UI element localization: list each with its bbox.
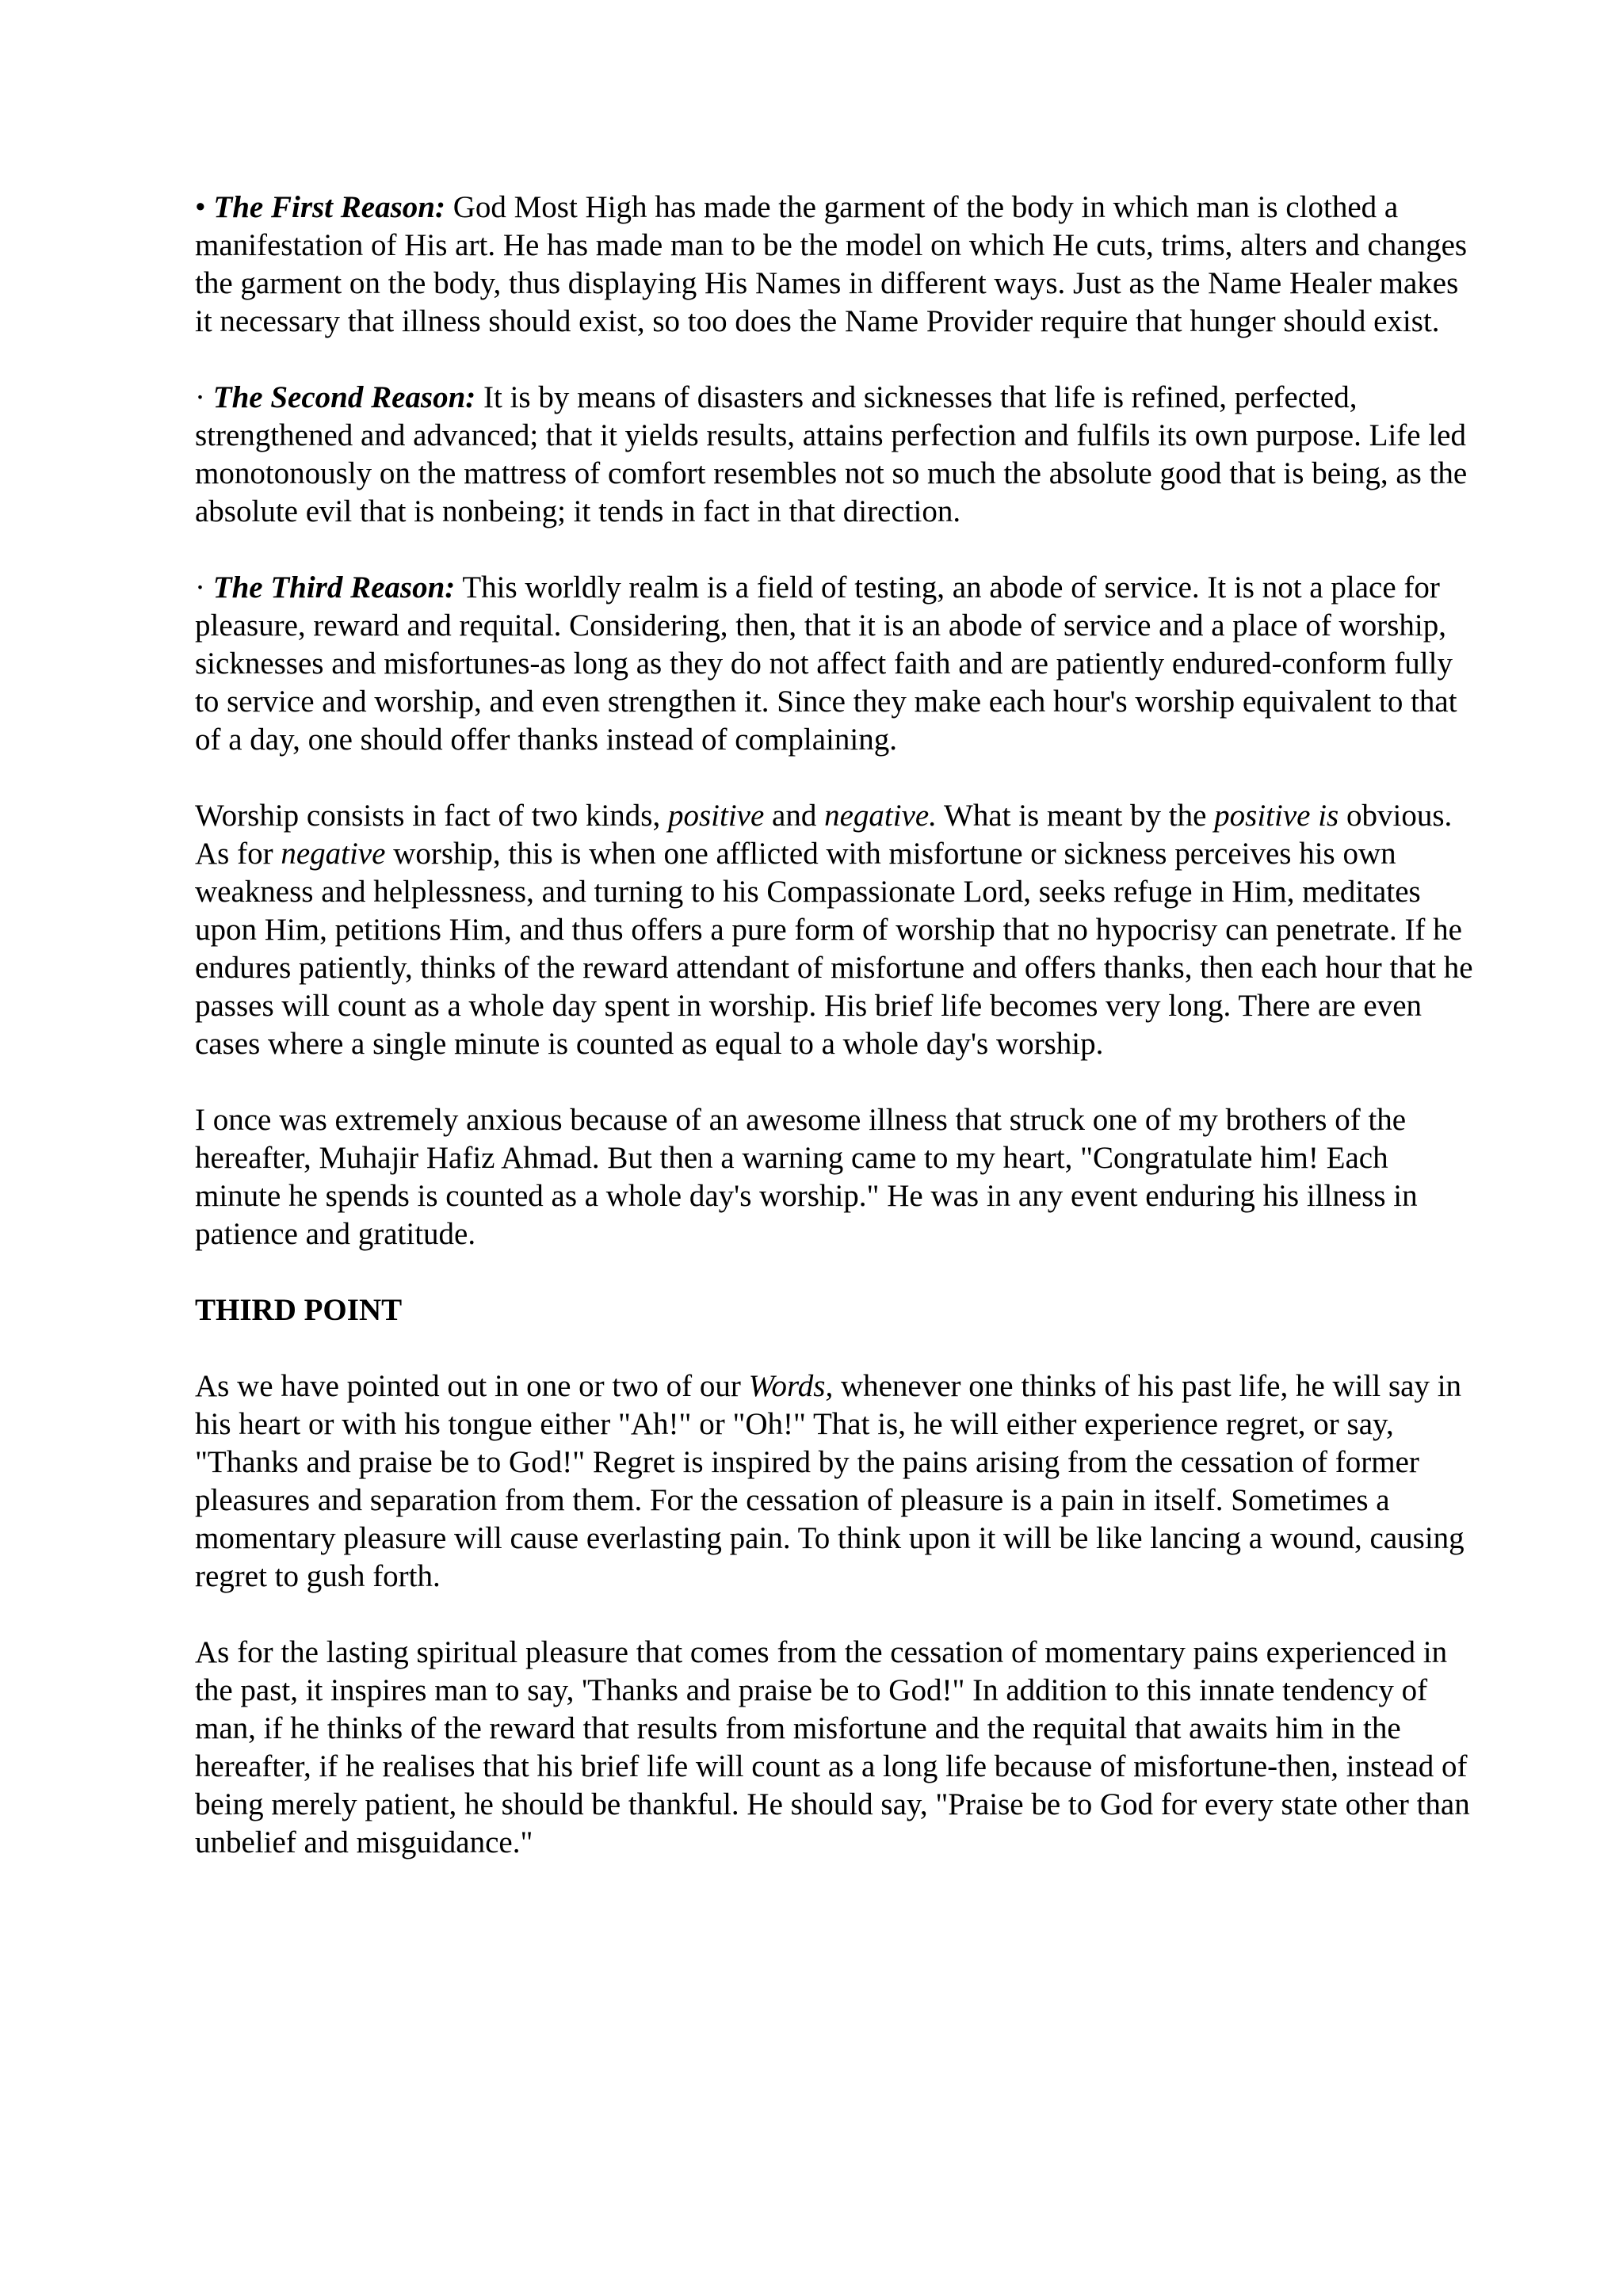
anecdote-paragraph: I once was extremely anxious because of an awesome illness that struck one of my brothers of the hereafter, Muhajir Hafiz Ahmad. But then a warning came to my heart, "Congratulate him! Each minute he spends is counted as a whole day's worship." He was in any event enduring his illness in patience and gratitude. bbox=[195, 1103, 1418, 1251]
second-reason-text: It is by means of disasters and sicknesses that life is refined, perfected, strengthened and advanced; that it yields results, attains perfection and fulfils its own purpose. Life led monotonously on the mattress of comfort resembles not so much the absolute good that is being, as the absolute evil that is nonbeing; it tends in fact in that direction. bbox=[195, 380, 1468, 528]
first-reason-label: The First Reason: bbox=[213, 190, 445, 224]
text-run: and bbox=[764, 799, 825, 833]
text-run: obvious. As for bbox=[195, 799, 1453, 871]
closing-paragraph: As for the lasting spiritual pleasure that comes from the cessation of momentary pains experienced in the past, it inspires man to say, 'Thanks and praise be to God!" In addition to this innate tendency of man, if he thinks of the reward that results from misfortune and the requital that awaits him in the hereafter, if he realises that his brief life will count as a long life because of misfortune-then, instead of being merely patient, he should be thankful. He should say, "Praise be to God for every state other than unbelief and misguidance." bbox=[195, 1635, 1470, 1859]
text-run: As we have pointed out in one or two of our bbox=[195, 1369, 749, 1403]
section-heading: THIRD POINT bbox=[195, 1293, 403, 1327]
first-reason-text: God Most High has made the garment of the body in which man is clothed a manifestation of His art. He has made man to be the model on which He cuts, trims, alters and changes the garment on the body, thus displaying His Names in different ways. Just as the Name Healer makes it necessary that illness should exist, so too does the Name Provider require that hunger should exist. bbox=[195, 190, 1468, 338]
italic-positive: positive bbox=[667, 799, 765, 833]
text-run: whenever one thinks of his past life, he will say in his heart or with his tongue either "Ah!" or "Oh!" That is, he will either experience regret, or say, "Thanks and praise be to God!" Regret is inspired by the pains arising from the cessation of former pleasures and separation from them. For the cessation of pleasure is a pain in itself. Sometimes a momentary pleasure will cause everlasting pain. To think upon it will be like lancing a wound, causing regret to gush forth. bbox=[195, 1369, 1465, 1593]
bullet: · bbox=[195, 380, 205, 414]
worship-paragraph bbox=[195, 797, 1479, 1063]
bullet: · bbox=[195, 570, 205, 605]
bullet: • bbox=[195, 190, 206, 224]
italic-words: Words, bbox=[748, 1369, 834, 1403]
italic-positive-is: positive is bbox=[1214, 799, 1339, 833]
second-reason-paragraph bbox=[195, 379, 1479, 531]
third-reason-text: This worldly realm is a field of testing, an abode of service. It is not a place for pleasure, reward and requital. Considering, then, that it is an abode of service and a place of worship, sicknesses and misfortunes-as long as they do not affect faith and are patiently endured-conform fully to service and worship, and even strengthen it. Since they make each hour's worship equivalent to that of a day, one should offer thanks instead of complaining. bbox=[195, 570, 1457, 757]
third-reason-label: The Third Reason: bbox=[212, 570, 456, 605]
second-reason-label: The Second Reason: bbox=[212, 380, 476, 414]
third-reason-paragraph bbox=[195, 569, 1479, 759]
third-point-paragraph bbox=[195, 1367, 1479, 1596]
text-run: What is meant by the bbox=[936, 799, 1215, 833]
italic-negative: negative. bbox=[824, 799, 937, 833]
text-run: worship, this is when one afflicted with misfortune or sickness perceives his own weakness and helplessness, and turning to his Compassionate Lord, seeks refuge in Him, meditates upon Him, petitions Him, and thus offers a pure form of worship that no hypocrisy can penetrate. If he endures patiently, thinks of the reward attendant of misfortune and offers thanks, then each hour that he passes will count as a whole day spent in worship. His brief life becomes very long. There are even cases where a single minute is counted as equal to a whole day's worship. bbox=[195, 837, 1473, 1061]
document-page bbox=[195, 189, 1479, 1900]
italic-negative-2: negative bbox=[281, 837, 386, 871]
first-reason-paragraph bbox=[195, 189, 1479, 341]
text-run: Worship consists in fact of two kinds, bbox=[195, 799, 668, 833]
